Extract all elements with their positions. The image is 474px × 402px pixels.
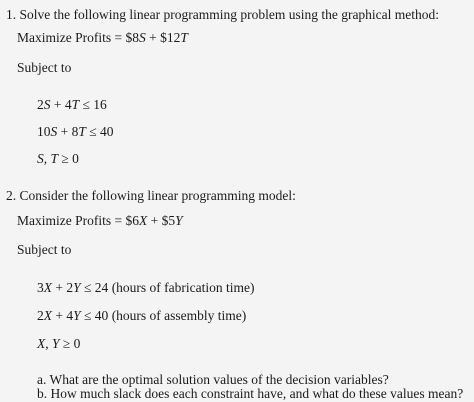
problem1-nonnegativity: S, T ≥ 0 bbox=[37, 151, 79, 166]
problem2-heading: 2. Consider the following linear programming model: bbox=[6, 188, 296, 203]
problem1-constraint-1: 2S + 4T ≤ 16 bbox=[37, 97, 107, 112]
problem2-question-b: b. How much slack does each constraint have, and what do these values mean? bbox=[37, 386, 464, 401]
problem2-subject-to: Subject to bbox=[17, 242, 72, 257]
problem2-objective: Maximize Profits = $6X + $5Y bbox=[17, 213, 183, 228]
problem2-constraint-1: 3X + 2Y ≤ 24 (hours of fabrication time) bbox=[37, 280, 255, 295]
problem1-objective: Maximize Profits = $8S + $12T bbox=[17, 30, 188, 45]
problem2-nonnegativity: X, Y ≥ 0 bbox=[37, 336, 81, 351]
problem1-constraint-2: 10S + 8T ≤ 40 bbox=[37, 124, 114, 139]
problem2-constraint-2: 2X + 4Y ≤ 40 (hours of assembly time) bbox=[37, 308, 247, 323]
problem1-subject-to: Subject to bbox=[17, 60, 72, 75]
problem2-question-a: a. What are the optimal solution values of the decision variables? bbox=[37, 372, 389, 387]
problem1-heading: 1. Solve the following linear programming problem using the graphical method: bbox=[6, 7, 440, 22]
